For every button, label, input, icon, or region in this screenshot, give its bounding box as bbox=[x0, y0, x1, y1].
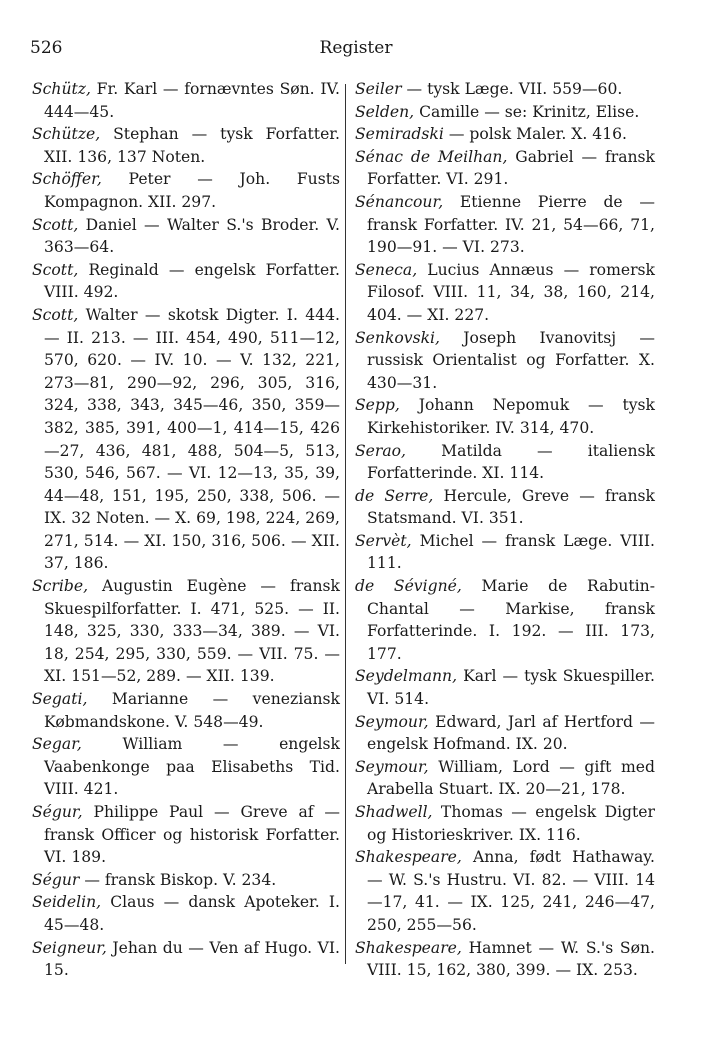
entry-text: Marianne — veneziansk Købmandskone. V. 548—49. bbox=[44, 690, 340, 731]
index-entry bbox=[32, 733, 340, 801]
right-column bbox=[355, 78, 655, 982]
entry-name: Seidelin, bbox=[32, 893, 102, 912]
entry-name: Scott, bbox=[32, 215, 79, 234]
index-entry bbox=[355, 394, 655, 439]
entry-text: Reginald — engelsk Forfatter. VIII. 492. bbox=[44, 260, 340, 302]
index-entry bbox=[355, 530, 655, 575]
index-entry bbox=[32, 123, 340, 168]
entry-text: William, Lord — gift med Arabella Stuart. IX. 20—21, 178. bbox=[367, 757, 655, 799]
entry-text: Gabriel — fransk Forfatter. VI. 291. bbox=[367, 147, 655, 189]
index-entry bbox=[32, 801, 340, 869]
entry-text: — polsk Maler. X. 416. bbox=[443, 125, 628, 144]
index-entry bbox=[32, 869, 340, 892]
entry-name: Seneca, bbox=[355, 260, 418, 279]
entry-text: Claus — dansk Apoteker. I. 45—48. bbox=[44, 893, 340, 934]
index-entry bbox=[32, 304, 340, 575]
entry-text: Philippe Paul — Greve af — fransk Officer og historisk Forfatter. VI. 189. bbox=[44, 803, 340, 867]
entry-name: Semiradski bbox=[355, 125, 444, 144]
entry-name: Scott, bbox=[32, 260, 79, 279]
index-entry bbox=[355, 756, 655, 801]
index-entry bbox=[355, 711, 655, 756]
entry-name: Sénac de Meilhan, bbox=[355, 147, 508, 166]
entry-text: Stephan — tysk Forfatter. XII. 136, 137 Noten. bbox=[44, 125, 340, 166]
entry-text: William — engelsk Vaabenkonge paa Elisabeths Tid. VIII. 421. bbox=[44, 735, 340, 799]
index-entry bbox=[355, 665, 655, 710]
entry-text: Daniel — Walter S.'s Broder. V. 363—64. bbox=[44, 215, 340, 257]
index-entry bbox=[32, 688, 340, 733]
index-entry bbox=[355, 123, 655, 146]
index-entry bbox=[355, 101, 655, 124]
entry-text: Edward, Jarl af Hertford — engelsk Hofmand. IX. 20. bbox=[367, 712, 655, 754]
index-entry bbox=[32, 168, 340, 213]
entry-text: Marie de Rabutin-Chantal — Markise, fransk Forfatterinde. I. 192. — III. 173, 177. bbox=[367, 577, 655, 663]
page-number: 526 bbox=[30, 38, 63, 58]
entry-text: Jehan du — Ven af Hugo. VI. 15. bbox=[44, 938, 340, 980]
entry-text: Peter — Joh. Fusts Kompagnon. XII. 297. bbox=[44, 170, 340, 211]
entry-name: Sepp, bbox=[355, 396, 400, 415]
entry-name: Serao, bbox=[355, 441, 407, 460]
entry-name: Seymour, bbox=[355, 712, 429, 731]
entry-name: Schütze, bbox=[32, 125, 101, 144]
entry-text: Michel — fransk Læge. VIII. 111. bbox=[367, 531, 655, 573]
entry-name: Seymour, bbox=[355, 757, 429, 776]
entry-name: Shakespeare, bbox=[355, 938, 462, 957]
entry-name: Scott, bbox=[32, 305, 79, 324]
entry-text: Joseph Ivanovitsj — russisk Orientalist og Forfatter. X. 430—31. bbox=[367, 328, 655, 392]
entry-text: Karl — tysk Skuespiller. VI. 514. bbox=[367, 667, 655, 709]
entry-name: Seydelmann, bbox=[355, 667, 458, 686]
entry-text: Lucius Annæus — romersk Filosof. VIII. 11, 34, 38, 160, 214, 404. — XI. 227. bbox=[367, 260, 655, 324]
index-entry bbox=[32, 937, 340, 982]
index-entry bbox=[355, 846, 655, 936]
entry-name: Seigneur, bbox=[32, 938, 107, 957]
entry-text: Hamnet — W. S.'s Søn. VIII. 15, 162, 380, 399. — IX. 253. bbox=[367, 938, 655, 980]
index-entry bbox=[32, 259, 340, 304]
entry-text: Hercule, Greve — fransk Statsmand. VI. 351. bbox=[367, 486, 655, 528]
entry-name: Shakespeare, bbox=[355, 848, 462, 867]
index-entry bbox=[355, 440, 655, 485]
entry-name: Segar, bbox=[32, 735, 82, 754]
index-entry bbox=[32, 575, 340, 688]
index-entry bbox=[32, 214, 340, 259]
entry-name: de Serre, bbox=[355, 486, 434, 505]
index-entry bbox=[355, 259, 655, 327]
index-entry bbox=[32, 78, 340, 123]
page-title: Register bbox=[319, 38, 393, 58]
column-divider bbox=[345, 84, 346, 964]
entry-text: Walter — skotsk Digter. I. 444. — II. 213. — III. 454, 490, 511—12, 570, 620. — IV. 10. — V. 132, 221, 273—81, 290—92, 296, 305, 316, 324, 338, 343, 345—46, 350, 359—382, 385, 391, 400—1, 414—15, 426—27, 436, 481, 488, 504—5, 513, 530, 546, 567. — VI. 12—13, 35, 39, 44—48, 151, 195, 250, 338, 506. — IX. 32 Noten. — X. 69, 198, 224, 269, 271, 514. — XI. 150, 316, 506. — XII. 37, 186. bbox=[44, 305, 340, 573]
entry-name: Seiler bbox=[355, 80, 402, 98]
entry-name: Senkovski, bbox=[355, 328, 440, 347]
index-entry bbox=[355, 191, 655, 259]
entry-name: Scribe, bbox=[32, 577, 89, 596]
entry-text: — tysk Læge. VII. 559—60. bbox=[401, 80, 623, 98]
entry-text: Augustin Eugène — fransk Skuespilforfatter. I. 471, 525. — II. 148, 325, 330, 333—34, 389. — VI. 18, 254, 295, 330, 559. — VII. 75. — XI. 151—52, 289. — XII. 139. bbox=[44, 577, 340, 686]
entry-text: Anna, født Hathaway. — W. S.'s Hustru. VI. 82. — VIII. 14—17, 41. — IX. 125, 241, 246—47, 250, 255—56. bbox=[367, 848, 655, 934]
entry-name: Sénancour, bbox=[355, 192, 444, 211]
index-entry bbox=[355, 78, 655, 101]
entry-name: de Sévigné, bbox=[355, 577, 462, 596]
index-entry bbox=[355, 937, 655, 982]
entry-name: Segati, bbox=[32, 690, 88, 709]
entry-text: Johann Nepomuk — tysk Kirkehistoriker. IV. 314, 470. bbox=[367, 396, 655, 437]
entry-text: Matilda — italiensk Forfatterinde. XI. 114. bbox=[367, 441, 655, 483]
index-entry bbox=[355, 327, 655, 395]
page-header bbox=[0, 38, 712, 62]
entry-text: Camille — se: Krinitz, Elise. bbox=[414, 102, 640, 121]
entry-text: Thomas — engelsk Digter og Historieskriver. IX. 116. bbox=[367, 803, 655, 844]
entry-text: Etienne Pierre de — fransk Forfatter. IV. 21, 54—66, 71, 190—91. — VI. 273. bbox=[367, 192, 655, 257]
index-entry bbox=[355, 801, 655, 846]
entry-name: Shadwell, bbox=[355, 803, 433, 821]
index-entry bbox=[355, 485, 655, 530]
entry-name: Schütz, bbox=[32, 80, 91, 98]
left-column bbox=[32, 78, 340, 982]
entry-name: Schöffer, bbox=[32, 170, 102, 189]
entry-name: Selden, bbox=[355, 102, 415, 121]
entry-name: Servèt, bbox=[355, 531, 412, 550]
entry-text: Fr. Karl — fornævntes Søn. IV. 444—45. bbox=[44, 80, 340, 121]
entry-name: Ségur, bbox=[32, 803, 83, 821]
entry-text: — fransk Biskop. V. 234. bbox=[79, 870, 277, 889]
index-entry bbox=[32, 891, 340, 936]
index-entry bbox=[355, 146, 655, 191]
entry-name: Ségur bbox=[32, 870, 80, 889]
index-entry bbox=[355, 575, 655, 665]
